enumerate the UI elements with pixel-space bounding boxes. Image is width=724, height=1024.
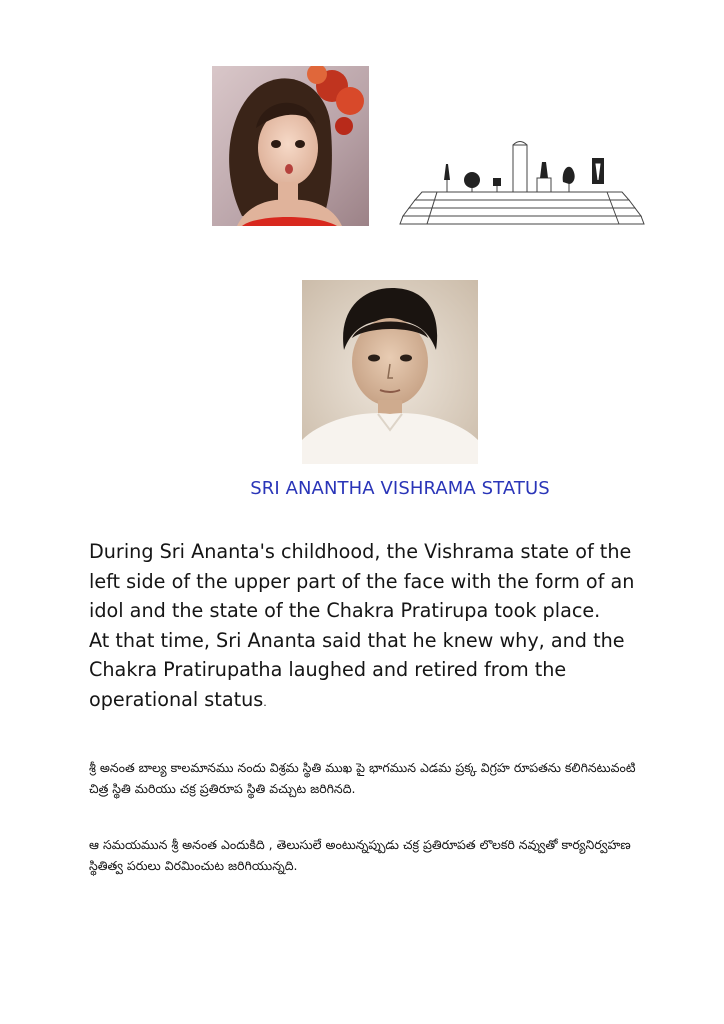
altar-drawing bbox=[397, 140, 647, 230]
english-paragraph-2-text: At that time, Sri Ananta said that he knew why, and the Chakra Pratirupatha laughed and retired from the operational status bbox=[89, 628, 625, 711]
telugu-paragraph-1: శ్రీ అనంత బాల్య కాలమానము నందు విశ్రమ స్థితి ముఖ పై భాగమున ఎడమ ప్రక్క విగ్రహ రూపతను కలిగినటువంటి చిత్ర స్థితి మరియు చక్ర ప్రతిరూప స్థితి వచ్చుట జరిగినది. bbox=[89, 760, 636, 796]
english-paragraph-2-end: . bbox=[263, 695, 267, 709]
page-title: SRI ANANTHA VISHRAMA STATUS bbox=[250, 478, 550, 499]
boy-photo-image bbox=[302, 280, 478, 464]
girl-photo-image bbox=[212, 66, 369, 226]
altar-drawing-image bbox=[397, 140, 647, 230]
english-paragraph-2 bbox=[89, 626, 649, 718]
boy-photo bbox=[302, 280, 478, 464]
girl-photo bbox=[212, 66, 369, 226]
english-text bbox=[89, 537, 649, 717]
telugu-paragraph-2: ఆ సమయమున శ్రీ అనంత ఎందుకిది , తెలుసులే అంటున్నప్పుడు చక్ర ప్రతిరూపత లొలకరి నవ్వుతో కార్యనిర్వహణ స్థితిత్వ పరులు విరమించుట జరిగియున్నది. bbox=[89, 837, 631, 873]
english-paragraph-1: During Sri Ananta's childhood, the Vishrama state of the left side of the upper part of the face with the form of an idol and the state of the Chakra Pratirupa took place. bbox=[89, 540, 635, 622]
